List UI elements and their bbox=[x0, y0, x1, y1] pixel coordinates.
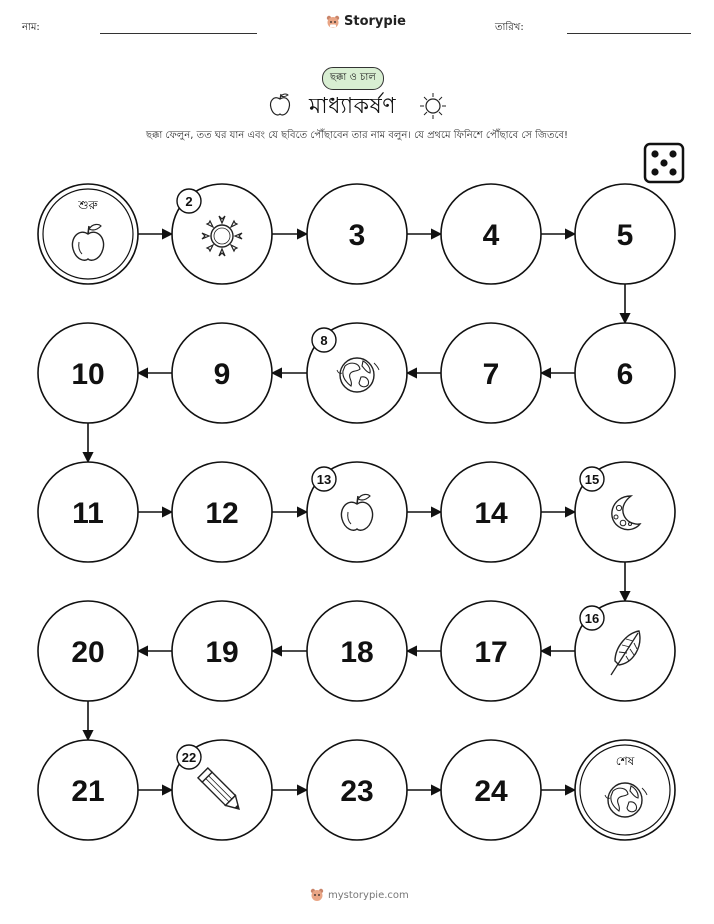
space-number: 24 bbox=[474, 775, 508, 808]
space-number: 8 bbox=[320, 333, 328, 348]
space-number: 5 bbox=[616, 219, 634, 252]
bear-logo-icon bbox=[310, 888, 324, 902]
space-number: 3 bbox=[348, 219, 366, 252]
board-space-23[interactable] bbox=[307, 740, 407, 840]
space-number: 19 bbox=[205, 636, 239, 669]
space-number: 22 bbox=[181, 750, 197, 765]
space-number: 20 bbox=[71, 636, 105, 669]
board-space-17[interactable] bbox=[441, 601, 541, 701]
board-space-24[interactable] bbox=[441, 740, 541, 840]
space-number: 9 bbox=[213, 358, 231, 391]
board-space-1[interactable] bbox=[38, 184, 138, 284]
space-number: 17 bbox=[474, 636, 508, 669]
space-number: 12 bbox=[205, 497, 239, 530]
board-space-22[interactable] bbox=[172, 740, 272, 840]
board-space-7[interactable] bbox=[441, 323, 541, 423]
space-number: 2 bbox=[185, 194, 193, 209]
board-space-11[interactable] bbox=[38, 462, 138, 562]
space-number: 6 bbox=[616, 358, 634, 391]
space-number: 18 bbox=[340, 636, 374, 669]
date-label: তারিখ: bbox=[495, 22, 524, 33]
board-space-2[interactable] bbox=[172, 184, 272, 284]
category-badge: ছক্কা ও চাল bbox=[322, 67, 384, 90]
board-space-16[interactable] bbox=[575, 601, 675, 701]
page-title: মাধ্যাকর্ষণ bbox=[309, 94, 397, 119]
board-space-4[interactable] bbox=[441, 184, 541, 284]
footer-url[interactable]: mystorypie.com bbox=[328, 889, 409, 901]
instructions: ছক্কা ফেলুন, তত ঘর যান এবং যে ছবিতে পৌঁছাবেন তার নাম বলুন। যে প্রথমে ফিনিশে পৌঁছাবে সে জিতবে! bbox=[145, 130, 569, 141]
space-number: 23 bbox=[340, 775, 374, 808]
board-space-12[interactable] bbox=[172, 462, 272, 562]
space-number: 21 bbox=[71, 775, 105, 808]
space-number: 7 bbox=[482, 358, 500, 391]
name-label: নাম: bbox=[22, 22, 40, 33]
board-space-25[interactable] bbox=[575, 740, 675, 840]
footer bbox=[310, 888, 409, 902]
board-space-8[interactable] bbox=[307, 323, 407, 423]
brand-name: Storypie bbox=[344, 14, 406, 29]
space-number: 13 bbox=[316, 472, 332, 487]
board-space-3[interactable] bbox=[307, 184, 407, 284]
board-space-14[interactable] bbox=[441, 462, 541, 562]
space-number: 15 bbox=[584, 472, 600, 487]
board-space-18[interactable] bbox=[307, 601, 407, 701]
space-number: 4 bbox=[482, 219, 500, 252]
board-space-9[interactable] bbox=[172, 323, 272, 423]
board-space-21[interactable] bbox=[38, 740, 138, 840]
board-space-5[interactable] bbox=[575, 184, 675, 284]
space-number: 10 bbox=[71, 358, 105, 391]
board-space-10[interactable] bbox=[38, 323, 138, 423]
end-label: শেষ bbox=[615, 754, 635, 768]
space-number: 11 bbox=[72, 497, 104, 530]
board-space-15[interactable] bbox=[575, 462, 675, 562]
space-number: 14 bbox=[474, 497, 508, 530]
board-space-19[interactable] bbox=[172, 601, 272, 701]
start-label: শুরু bbox=[78, 198, 98, 212]
board-space-13[interactable] bbox=[307, 462, 407, 562]
board-space-20[interactable] bbox=[38, 601, 138, 701]
space-number: 16 bbox=[584, 611, 600, 626]
board-space-6[interactable] bbox=[575, 323, 675, 423]
